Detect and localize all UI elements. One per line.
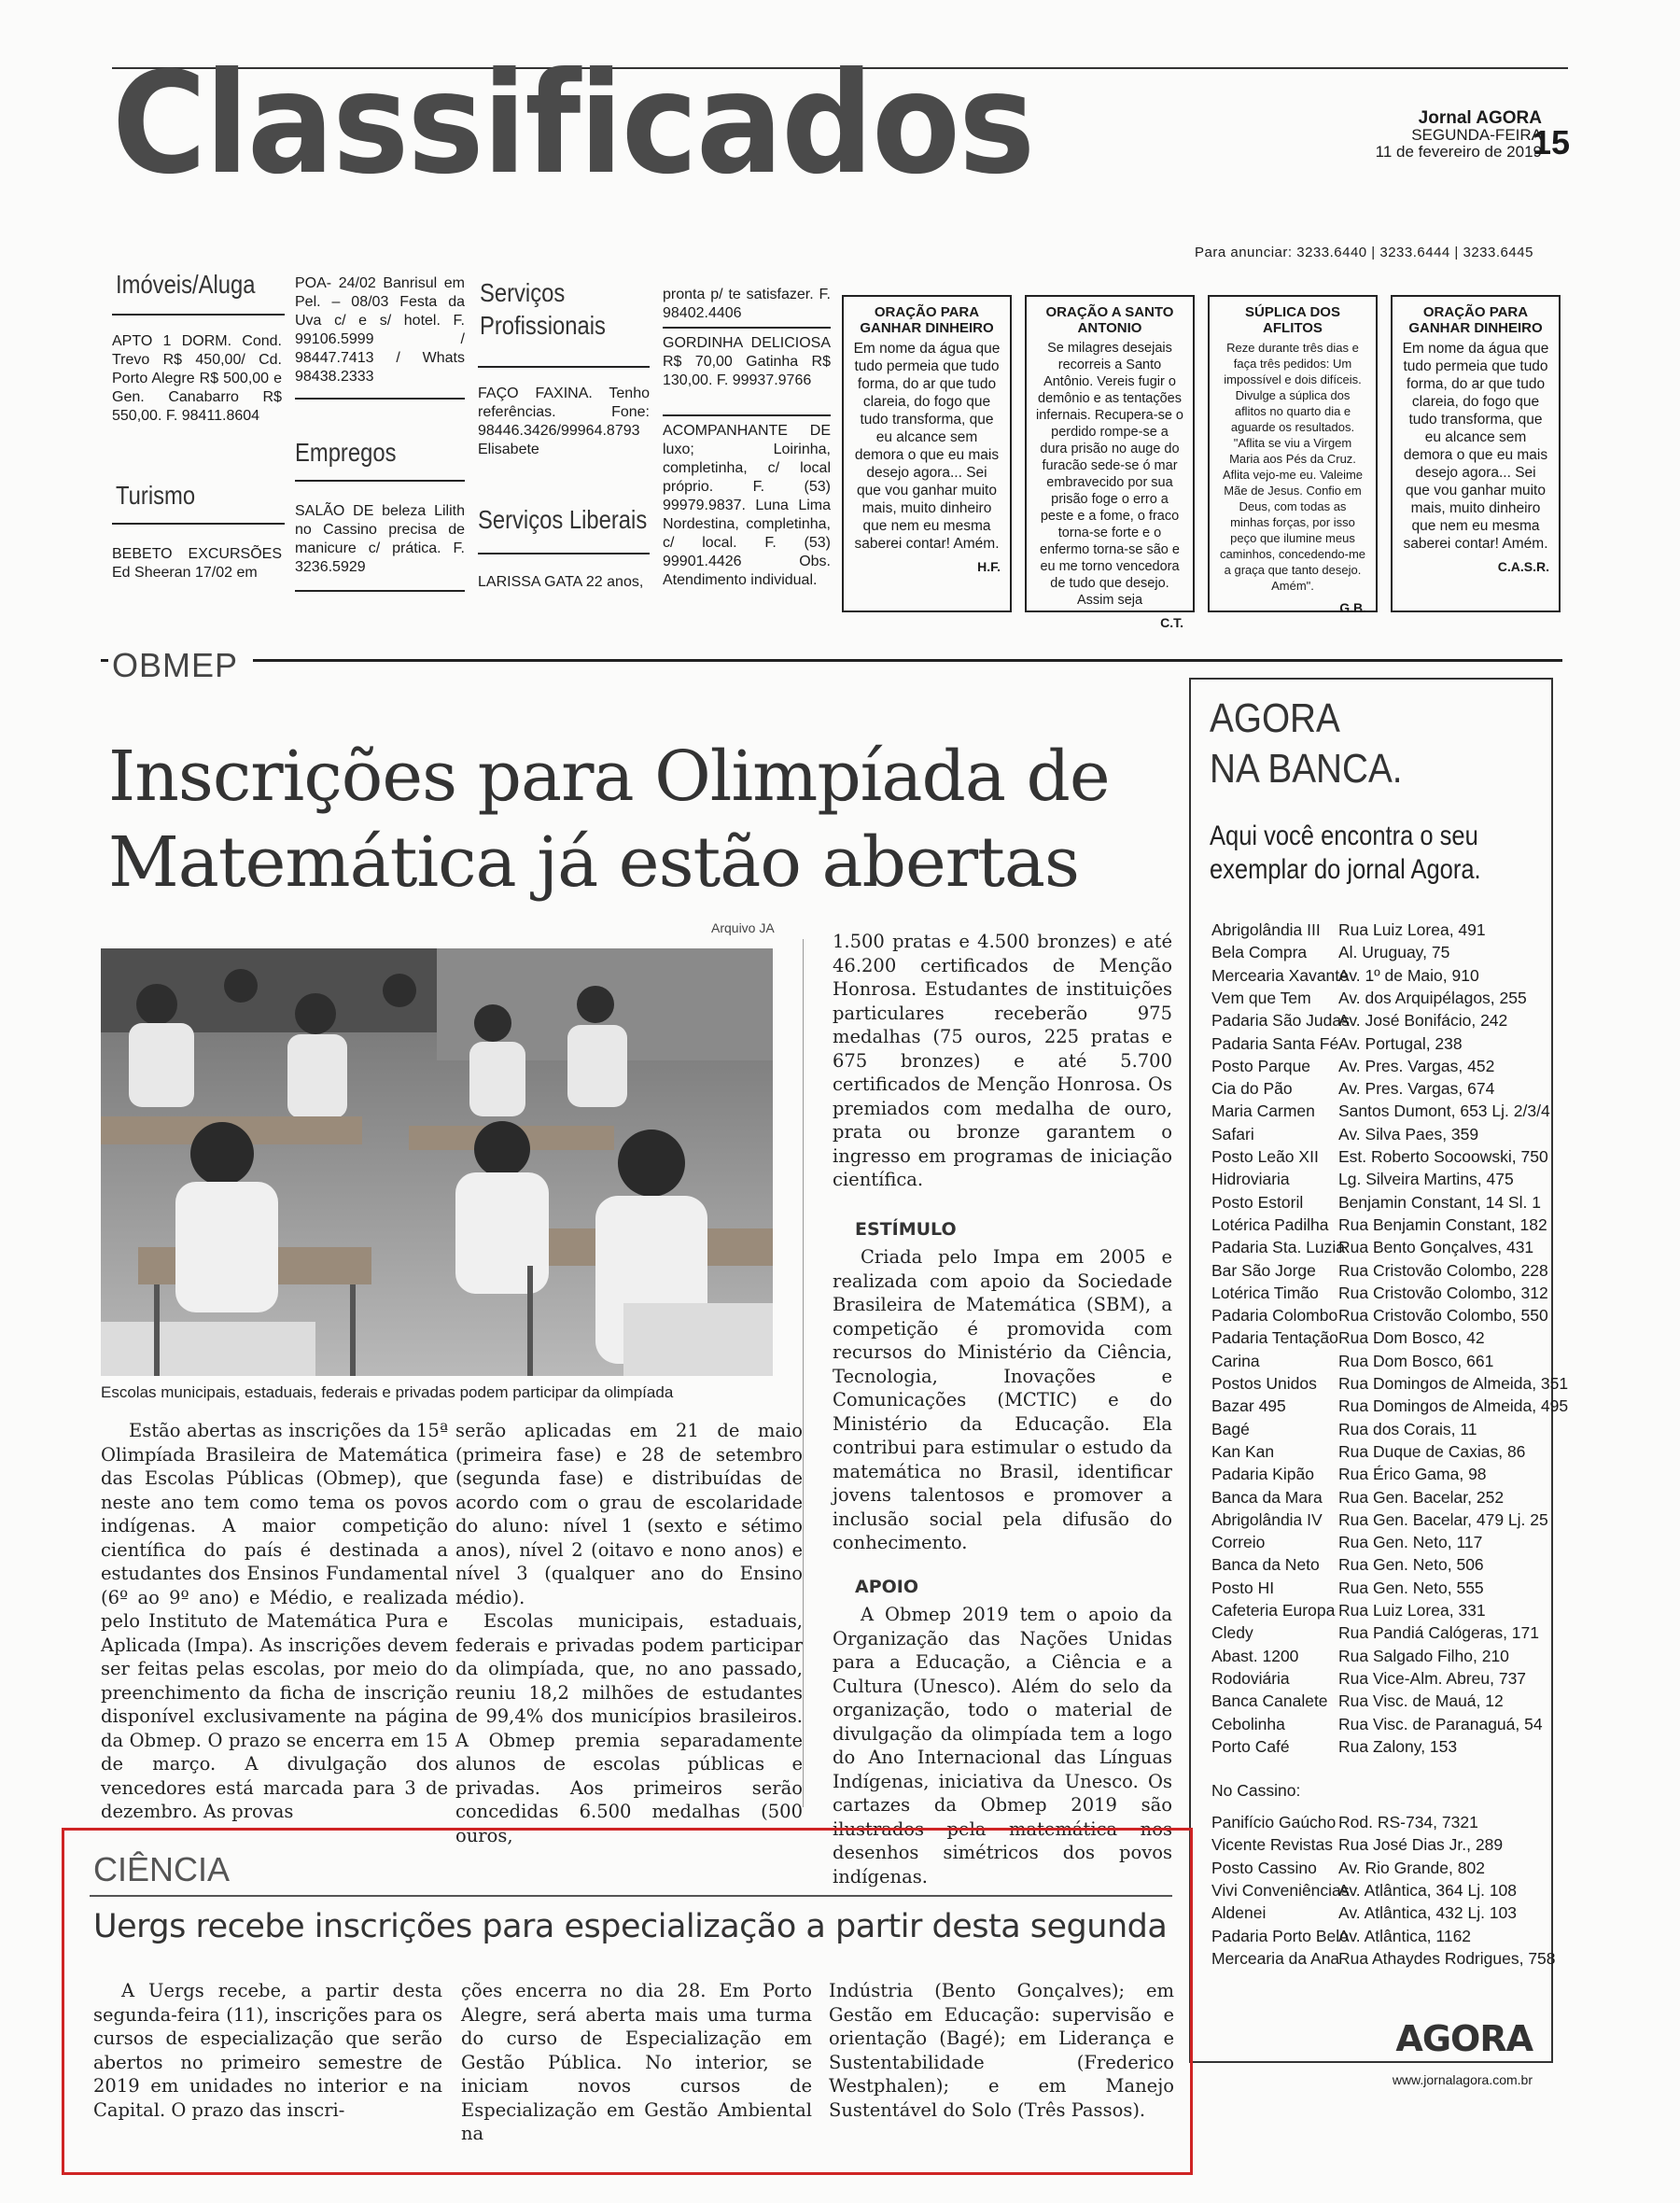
newsstand-row: [1211, 1927, 1471, 1946]
headline-line-1: Inscrições para Olimpíada de: [108, 737, 1110, 817]
newsstand-name: Posto Leão XII: [1211, 1147, 1319, 1166]
prayer-title: ORAÇÃO PARA GANHAR DINHEIRO: [860, 304, 994, 336]
newsstand-row: [1211, 1579, 1484, 1598]
ciencia-section-label: CIÊNCIA: [93, 1850, 231, 1888]
newsstand-name: Carina: [1211, 1351, 1260, 1370]
newsstand-row: [1211, 1125, 1478, 1144]
newsstand-row: [1211, 1949, 1556, 1969]
newsstand-row: [1211, 1102, 1550, 1121]
newsstand-address: Rua Domingos de Almeida, 495: [1338, 1396, 1569, 1416]
newsstand-row: [1211, 1238, 1533, 1257]
ciencia-paragraph: Indústria (Bento Gonçalves); em Gestão em Educação: supervisão e orientação (Bagé); em Liderança e Sustentabilidade (Frederico Westphalen); e em Manejo Sustentável do Solo (Três Passos).: [829, 1980, 1174, 2121]
prayer-box: [1025, 295, 1195, 630]
newsstand-name: Banca da Mara: [1211, 1487, 1323, 1507]
category-rule: [478, 553, 650, 554]
newsstand-name: Padaria Porto Belo: [1211, 1926, 1349, 1945]
ad-gordinha: GORDINHA DELICIOSA R$ 70,00 Gatinha R$ 130,00. F. 99937.9766: [663, 335, 831, 388]
newsstand-address: Rua Gen. Neto, 555: [1338, 1578, 1484, 1597]
ad-rule: [663, 414, 831, 416]
newsstand-name: Vem que Tem: [1211, 988, 1311, 1007]
newsstand-name: Mercearia Xavante: [1211, 965, 1349, 985]
newsstand-address: Rua Gen. Bacelar, 252: [1338, 1487, 1505, 1507]
newsstand-row: [1211, 1859, 1485, 1878]
newsstand-address: Av. Rio Grande, 802: [1338, 1858, 1485, 1877]
cassino-label: No Cassino:: [1211, 1781, 1301, 1800]
article-paragraph: Criada pelo Impa em 2005 e realizada com apoio da Sociedade Brasileira de Matemática (SBM), a competição é promovida com recursos do Ministério da Ciência, Tecnologia, Inovações e Comunicações (MCTIC) e do Ministério da Educação. Ela contribui para estimular o estudo da matemática no Brasil, identificar jovens talentosos e promover a inclusão social pela difusão do conhecimento.: [833, 1246, 1172, 1553]
category-empregos: Empregos: [295, 438, 397, 467]
newsstand-address: Rua Pandiá Calógeras, 171: [1338, 1623, 1540, 1643]
ad-acompanhante: ACOMPANHANTE DE luxo; Loirinha, completinha, c/ local próprio. F. (53) 99979.9837. Luna Lima Nordestina, completinha, c/ local. F. (53) 99901.4426 Obs. Atendimento individual.: [663, 423, 831, 588]
newsstand-address: Rua Cristovão Colombo, 550: [1338, 1306, 1548, 1326]
masthead-dateline: [1376, 110, 1542, 161]
ciencia-paragraph: A Uergs recebe, a partir desta segunda-feira (11), inscrições para os cursos de especialização que serão abertos no primeiro semestre de 2019 em unidades no interior e na Capital. O prazo das inscri-: [93, 1980, 442, 2121]
newsstand-name: Cia do Pão: [1211, 1079, 1293, 1099]
newsstand-row: [1211, 1465, 1487, 1484]
newsstand-name: Padaria Santa Fé: [1211, 1033, 1339, 1053]
newsstand-address: Rua Cristovão Colombo, 228: [1338, 1260, 1548, 1280]
newsstand-row: [1211, 966, 1479, 986]
newsstand-row: [1211, 1284, 1548, 1303]
newsstand-name: Vivi Conveniências: [1211, 1880, 1350, 1900]
newsstand-address: Rua Gen. Neto, 117: [1338, 1533, 1483, 1552]
newsstand-row: [1211, 1737, 1457, 1757]
newsstand-row: [1211, 1623, 1539, 1643]
newsstand-address: Rod. RS-734, 7321: [1338, 1813, 1478, 1831]
newsstand-address: Rua Bento Gonçalves, 431: [1338, 1238, 1534, 1257]
ciencia-column-1: [93, 1979, 442, 2122]
newsstand-row: [1211, 1533, 1482, 1552]
newsstand-name: Aldenei: [1211, 1903, 1267, 1923]
newsstand-name: Kan Kan: [1211, 1441, 1275, 1461]
newsstand-address: Rua Benjamin Constant, 182: [1338, 1214, 1547, 1234]
section-label: OBMEP: [108, 646, 253, 685]
newsstand-row: [1211, 1352, 1493, 1371]
newsstand-row: [1211, 1555, 1484, 1575]
newsstand-row: [1211, 1813, 1478, 1832]
newsstand-row: [1211, 1647, 1509, 1666]
category-rule: [295, 480, 465, 482]
newsstand-row: [1211, 1193, 1541, 1213]
paper-name: Jornal AGORA: [1418, 108, 1542, 128]
newsstand-address: Rua Gen. Bacelar, 479 Lj. 25: [1338, 1509, 1548, 1529]
article-column-2: [455, 1419, 803, 1847]
newsstand-name: Abrigolândia III: [1211, 920, 1321, 939]
newsstand-row: [1211, 1034, 1463, 1054]
box-title-2: NA BANCA.: [1210, 746, 1403, 792]
newsstand-name: Hidroviaria: [1211, 1170, 1290, 1189]
newsstand-row: [1211, 920, 1486, 940]
newsstand-name: Padaria Sta. Luzia: [1211, 1238, 1346, 1257]
ad-salao: SALÃO DE beleza Lilith no Cassino precisa de manicure c/ prática. F. 3236.5929: [295, 503, 465, 575]
newsstand-row: [1211, 1374, 1568, 1394]
ad-faxina: FAÇO FAXINA. Tenho referências. Fone: 98446.3426/99964.8793 Elisabete: [478, 386, 650, 457]
newsstand-address: Al. Uruguay, 75: [1338, 943, 1450, 962]
ad-rule: [295, 590, 465, 592]
newsstand-address: Rua Zalony, 153: [1338, 1736, 1458, 1756]
masthead-title: Classificados: [112, 43, 1034, 205]
newsstand-address: Av. 1º de Maio, 910: [1338, 965, 1479, 985]
newsstand-address: Rua Dom Bosco, 42: [1338, 1328, 1485, 1348]
newsstand-address: Est. Roberto Socoowski, 750: [1338, 1147, 1548, 1166]
prayer-box: [1391, 295, 1561, 612]
newsstand-row: [1211, 1420, 1477, 1439]
prayer-title: ORAÇÃO A SANTO ANTONIO: [1045, 304, 1174, 336]
newsstand-row: [1211, 1903, 1517, 1923]
newsstand-address: Rua Érico Gama, 98: [1338, 1465, 1487, 1484]
newsstand-address: Rua Visc. de Mauá, 12: [1338, 1691, 1504, 1711]
newsstand-row: [1211, 1669, 1526, 1689]
ad-apto: APTO 1 DORM. Cond. Trevo R$ 450,00/ Cd. Porto Alegre R$ 500,00 e Gen. Canabarro R$ 550,00. F. 98411.8604: [112, 333, 282, 424]
category-servicos-profissionais: Serviços Profissionais: [480, 278, 606, 340]
newsstand-row: [1211, 1306, 1548, 1326]
newsstand-name: Bazar 495: [1211, 1396, 1286, 1416]
newsstand-name: Vicente Revistas: [1211, 1835, 1334, 1855]
newsstand-row: [1211, 1170, 1514, 1189]
ad-rule: [295, 398, 465, 400]
prayer-signature: H.F.: [977, 559, 1001, 574]
newsstand-row: [1211, 1881, 1517, 1901]
newsstand-name: Cafeteria Europa: [1211, 1601, 1336, 1620]
newsstand-row: [1211, 989, 1527, 1008]
photo-caption: Escolas municipais, estaduais, federais e privadas podem participar da olimpíada: [101, 1383, 674, 1401]
newsstand-name: Lotérica Padilha: [1211, 1214, 1329, 1234]
category-servicos-liberais: Serviços Liberais: [478, 505, 648, 534]
category-rule: [112, 314, 285, 316]
newsstand-name: Panifício Gaúcho: [1211, 1813, 1337, 1831]
newsstand-row: [1211, 1601, 1486, 1621]
newsstand-row: [1211, 1261, 1548, 1281]
newsstand-name: Rodoviária: [1211, 1668, 1290, 1688]
prayer-title: ORAÇÃO PARA GANHAR DINHEIRO: [1408, 304, 1543, 336]
ciencia-paragraph: ções encerra no dia 28. Em Porto Alegre, será aberta mais uma turma do curso de Especialização em Gestão Pública. No interior, se iniciam novos cursos de Especialização em Gestão Ambiental na: [461, 1980, 812, 2144]
newsstand-row: [1211, 1396, 1568, 1416]
newsstand-address: Lg. Silveira Martins, 475: [1338, 1170, 1514, 1189]
newsstand-address: Rua Visc. de Paranaguá, 54: [1338, 1714, 1543, 1733]
newsstand-row: [1211, 1691, 1504, 1711]
newsstand-name: Banca Canalete: [1211, 1691, 1328, 1711]
newsstand-row: [1211, 1328, 1485, 1348]
subheading-estimulo: ESTÍMULO: [855, 1218, 957, 1240]
prayer-signature: C.T.: [1160, 615, 1183, 630]
article-paragraph: Escolas municipais, estaduais, federais e privadas podem participar da olimpíada, que, no ano passado, reuniu 18,2 milhões de estudantes de 99,4% dos municípios brasileiros. A Obmep premia separadamente alunos de escolas públicas e privadas. Aos primeiros serão concedidas 6.500 medalhas (500 ouros,: [455, 1610, 803, 1846]
subheading-apoio: APOIO: [855, 1576, 919, 1597]
classroom-photo: [101, 948, 773, 1376]
newsstand-name: Lotérica Timão: [1211, 1283, 1319, 1302]
newsstand-name: Padaria Tentação: [1211, 1328, 1338, 1348]
newsstand-address: Rua Luiz Lorea, 491: [1338, 920, 1486, 939]
newsstand-row: [1211, 1057, 1494, 1076]
headline-line-2: Matemática já estão abertas: [108, 822, 1079, 903]
newsstand-address: Benjamin Constant, 14 Sl. 1: [1338, 1192, 1541, 1212]
prayer-box: [1208, 295, 1378, 615]
newsstand-name: Posto Estoril: [1211, 1192, 1304, 1212]
weekday: SEGUNDA-FEIRA: [1411, 126, 1542, 144]
article-paragraph: A Obmep 2019 tem o apoio da Organização das Nações Unidas para a Educação, a Ciência e a Cultura (Unesco). Além do selo da organização, todo o material de divulgação da olimpíada tem a logo do Ano Internacional das Línguas Indígenas, iniciativa da Unesco. Os cartazes da Obmep 2019 são ilustrados pela matemática nos desenhos simétricos dos povos indígenas.: [833, 1604, 1172, 1887]
prayer-box: [842, 295, 1012, 612]
article-column-3: [833, 930, 1172, 1888]
newsstand-row: [1211, 1835, 1503, 1855]
newsstand-name: Cledy: [1211, 1623, 1253, 1643]
article-paragraph: Estão abertas as inscrições da 15ª Olimpíada Brasileira de Matemática das Escolas Públicas (Obmep), que neste ano tem como tema os povos indígenas. A maior competição científica do país é destinada a estudantes dos Ensinos Fundamental (6º ao 9º ano) e Médio, e realizada pelo Instituto de Matemática Pura e Aplicada (Impa). As inscrições devem ser feitas pelas escolas, por meio do preenchimento da ficha de inscrição disponível exclusivamente na página da Obmep. O prazo se encerra em 15 de março. A divulgação dos vencedores está marcada para 3 de dezembro. As provas: [101, 1420, 448, 1822]
newsstand-row: [1211, 1442, 1525, 1462]
newsstand-address: Rua dos Corais, 11: [1338, 1419, 1477, 1438]
date: 11 de fevereiro de 2019: [1375, 143, 1542, 161]
newsstand-name: Safari: [1211, 1124, 1254, 1144]
newsstand-name: Posto HI: [1211, 1578, 1275, 1597]
column-divider: [803, 939, 804, 1807]
prayer-text: Se milagres desejais recorreis a Santo Antônio. Vereis fugir o demônio e as tentações infernais. Recupera-se o perdido rompe-se a dura prisão no auge do furacão sede-se ó mar embravecido por sua prisão foge o erro a peste e a fome, o fraco torna-se forte e o enfermo torna-se são e eu me torno vencedora de tudo que desejo. Assim seja: [1036, 341, 1183, 608]
newsstand-name: Maria Carmen: [1211, 1102, 1315, 1121]
newsstand-address: Rua Domingos de Almeida, 351: [1338, 1374, 1569, 1393]
category-turismo: Turismo: [116, 481, 196, 510]
prayer-title: SÚPLICA DOS AFLITOS: [1245, 304, 1340, 336]
newsstand-address: Rua Dom Bosco, 661: [1338, 1351, 1494, 1370]
prayer-text: Reze durante três dias e faça três pedidos: Um impossível e dois difíceis. Divulge a súplica dos aflitos no quarto dia e aguarde os resultados. "Aflita se viu a Virgem Maria aos Pés da Cruz. Aflita vejo-me eu. Valeime Mãe de Jesus. Confio em Deus, com todas as minhas forças, por isso peço que ilumine meus caminhos, concedendo-me a graça que tanto desejo. Amém".: [1219, 341, 1366, 593]
newsstand-name: Banca da Neto: [1211, 1555, 1320, 1575]
prayer-signature: G.B.: [1339, 600, 1366, 615]
newsstand-address: Av. Atlântica, 1162: [1338, 1926, 1472, 1945]
photo-credit: Arquivo JA: [711, 920, 775, 935]
newsstand-address: Av. Silva Paes, 359: [1338, 1124, 1479, 1144]
newsstand-name: Correio: [1211, 1533, 1266, 1552]
category-rule: [112, 523, 285, 525]
ad-phones: Para anunciar: 3233.6440 | 3233.6444 | 3233.6445: [1195, 245, 1533, 260]
newsstand-address: Av. Atlântica, 364 Lj. 108: [1338, 1880, 1518, 1900]
prayer-text: Em nome da água que tudo permeia que tudo forma, do ar que tudo clareia, do fogo que tudo transforma, que eu alcance sem demora o que eu mais desejo agora... Sei que vou ganhar muito mais, muito dinheiro que nem eu mesma saberei contar! Amém.: [853, 341, 1001, 552]
newsstand-address: Rua Duque de Caxias, 86: [1338, 1441, 1526, 1461]
newsstand-address: Av. dos Arquipélagos, 255: [1338, 988, 1527, 1007]
newsstand-name: Posto Cassino: [1211, 1858, 1317, 1877]
newsstand-name: Bela Compra: [1211, 943, 1308, 962]
ciencia-column-2: [461, 1979, 812, 2146]
newsstand-address: Rua Vice-Alm. Abreu, 737: [1338, 1668, 1527, 1688]
newsstand-address: Rua Athaydes Rodrigues, 758: [1338, 1948, 1556, 1968]
newsstand-name: Posto Parque: [1211, 1056, 1311, 1075]
newsstand-address: Av. Pres. Vargas, 452: [1338, 1056, 1495, 1075]
prayer-signature: C.A.S.R.: [1497, 559, 1549, 574]
newsstand-name: Porto Café: [1211, 1736, 1290, 1756]
page-number: 15: [1532, 123, 1570, 161]
newsstand-name: Abrigolândia IV: [1211, 1509, 1323, 1529]
article-column-1: [101, 1419, 448, 1824]
category-imoveis: Imóveis/Aluga: [116, 270, 256, 299]
newsstand-name: Bagé: [1211, 1419, 1250, 1438]
newsstand-name: Padaria São Judas: [1211, 1011, 1350, 1031]
newsstand-address: Rua Cristovão Colombo, 312: [1338, 1283, 1548, 1302]
newsstand-address: Av. Pres. Vargas, 674: [1338, 1079, 1495, 1099]
ad-poa: POA- 24/02 Banrisul em Pel. – 08/03 Festa da Uva c/ e s/ hotel. F. 99106.5999 / 98447.7413 / Whats 98438.2333: [295, 275, 465, 385]
box-title-1: AGORA: [1210, 695, 1340, 741]
ad-pronta: pronta p/ te satisfazer. F. 98402.4406: [663, 287, 831, 321]
agora-logo: AGORA: [1395, 2018, 1533, 2059]
newsstand-name: Padaria Colombo: [1211, 1306, 1338, 1326]
newsstand-row: [1211, 1510, 1548, 1530]
ciencia-column-3: [829, 1979, 1174, 2122]
newsstand-name: Abast. 1200: [1211, 1646, 1299, 1665]
newsstand-name: Postos Unidos: [1211, 1374, 1317, 1393]
newsstand-address: Rua Salgado Filho, 210: [1338, 1646, 1509, 1665]
classifieds-bottom-rule: [101, 659, 1562, 662]
website-url: www.jornalagora.com.br: [1392, 2072, 1533, 2087]
newsstand-address: Rua José Dias Jr., 289: [1338, 1835, 1504, 1855]
newsstand-address: Av. José Bonifácio, 242: [1338, 1011, 1508, 1031]
article-paragraph: serão aplicadas em 21 de maio (primeira fase) e 28 de setembro (segunda fase) e distribuídas de acordo com o grau de escolaridade do aluno: nível 1 (sexto e sétimo anos), nível 2 (oitavo e nono anos) e nível 3 (qualquer ano do Ensino médio).: [455, 1420, 803, 1608]
newsstand-row: [1211, 1147, 1548, 1167]
newsstand-address: Av. Atlântica, 432 Lj. 103: [1338, 1903, 1518, 1923]
ciencia-rule: [90, 1895, 1172, 1897]
newsstand-address: Av. Portugal, 238: [1338, 1033, 1463, 1053]
article-paragraph: 1.500 pratas e 4.500 bronzes) e até 46.200 certificados de Menção Honrosa. Estudantes de instituições particulares receberão 975 medalhas (75 ouros, 225 pratas e 675 bronzes) e até 5.700 certificados de Menção Honrosa. Os premiados com medalha de ouro, prata ou bronze garantem o ingresso em programas de iniciação científica.: [833, 931, 1172, 1190]
ciencia-headline: Uergs recebe inscrições para especialização a partir desta segunda: [93, 1908, 1168, 1945]
newsstand-name: Bar São Jorge: [1211, 1260, 1316, 1280]
newsstand-row: [1211, 1215, 1547, 1235]
newsstand-address: Rua Gen. Neto, 506: [1338, 1555, 1484, 1575]
prayer-text: Em nome da água que tudo permeia que tudo forma, do ar que tudo clareia, do fogo que tudo transforma, que eu alcance sem demora o que eu mais desejo agora... Sei que vou ganhar muito mais, muito dinheiro que nem eu mesma saberei contar! Amém.: [1402, 341, 1549, 552]
classroom-photo-image: [101, 948, 773, 1376]
newsstand-address: Rua Luiz Lorea, 331: [1338, 1601, 1486, 1620]
newsstand-row: [1211, 1488, 1504, 1508]
newsstand-row: [1211, 1011, 1507, 1031]
category-rule: [478, 366, 650, 368]
agora-na-banca-box: [1189, 678, 1569, 2087]
newsstand-row: [1211, 1715, 1543, 1734]
newsstand-name: Padaria Kipão: [1211, 1465, 1314, 1484]
box-subtitle: Aqui você encontra o seu exemplar do jornal Agora.: [1210, 821, 1481, 885]
ad-rule: [663, 327, 831, 329]
newsstand-row: [1211, 1079, 1494, 1099]
ad-bebeto: BEBETO EXCURSÕES Ed Sheeran 17/02 em: [112, 546, 282, 581]
newsstand-address: Santos Dumont, 653 Lj. 2/3/4: [1338, 1102, 1550, 1121]
ad-larissa: LARISSA GATA 22 anos,: [478, 574, 644, 590]
newsstand-name: Cebolinha: [1211, 1714, 1285, 1733]
newsstand-name: Mercearia da Ana: [1211, 1948, 1340, 1968]
newsstand-row: [1211, 943, 1449, 962]
